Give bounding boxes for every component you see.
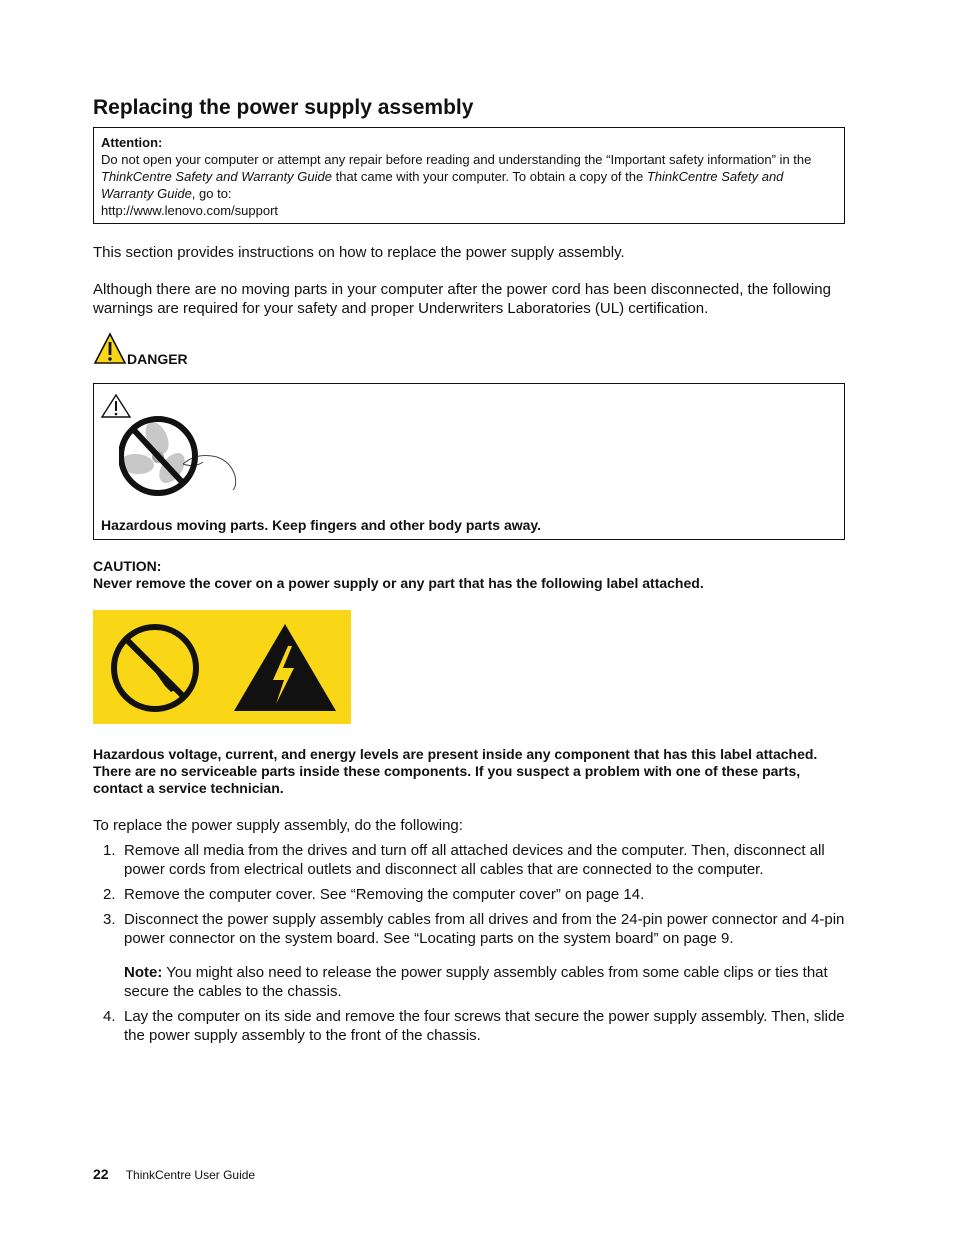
attention-label: Attention:	[101, 135, 163, 150]
page-title: Replacing the power supply assembly	[93, 96, 474, 119]
hazard-label-image	[93, 610, 351, 724]
book-title: ThinkCentre User Guide	[125, 1168, 256, 1182]
support-url[interactable]: http://www.lenovo.com/support	[101, 203, 279, 218]
danger-label: DANGER	[127, 351, 188, 367]
list-item: 1. Remove all media from the drives and turn off all attached devices and the computer. Then, disconnect all power cords from electrical outlets and disconnect all cables that are connected to the computer.	[103, 842, 825, 878]
guide-title-1: ThinkCentre Safety and Warranty Guide	[101, 169, 332, 184]
attention-notice	[93, 127, 845, 224]
note: Note: You might also need to release the power supply assembly cables from some cable clips or ties that secure the cables to the chassis.	[124, 964, 828, 1000]
fan-prohibition-icon	[119, 414, 244, 499]
warning-paragraph: Although there are no moving parts in your computer after the power cord has been disconnected, the following warnings are required for your safety and proper Underwriters Laboratories (UL) certification.	[93, 281, 831, 317]
guide-title-2: ThinkCentre Safety and Warranty Guide	[101, 169, 784, 201]
steps-intro: To replace the power supply assembly, do the following:	[93, 817, 463, 834]
attention-text-1: Do not open your computer or attempt any repair before reading and understanding the “Important safety information” in the	[101, 152, 812, 167]
page-number: 22	[93, 1166, 109, 1182]
attention-text-2: that came with your computer. To obtain a copy of the	[332, 169, 647, 184]
danger-heading	[93, 332, 188, 367]
warning-triangle-icon	[93, 332, 127, 366]
list-item: 2. Remove the computer cover. See “Removing the computer cover” on page 14.	[103, 886, 645, 903]
steps-list	[93, 841, 845, 1051]
caution-text: Never remove the cover on a power supply or any part that has the following label attached.	[93, 575, 704, 591]
attention-text-3: , go to:	[191, 186, 232, 201]
danger-box	[93, 383, 845, 540]
list-item: 3. Disconnect the power supply assembly cables from all drives and from the 24-pin power connector and 4-pin power connector on the system board. See “Locating parts on the system board” on page 9. Note: You might also need to release the power supply assembly cables from some cable clips or ties that secure the cables to the chassis.	[103, 911, 845, 1000]
caution-label: CAUTION:	[93, 558, 162, 574]
caution-block	[93, 558, 704, 592]
page-footer	[93, 1166, 255, 1182]
intro-paragraph: This section provides instructions on how to replace the power supply assembly.	[93, 244, 625, 261]
hazard-statement: Hazardous voltage, current, and energy levels are present inside any component that has this label attached. There are no serviceable parts inside these components. If you suspect a problem with one of these parts, contact a service technician.	[93, 746, 818, 796]
list-item: 4. Lay the computer on its side and remove the four screws that secure the power supply assembly. Then, slide the power supply assembly to the front of the chassis.	[103, 1008, 845, 1044]
danger-box-caption: Hazardous moving parts. Keep fingers and other body parts away.	[101, 517, 542, 533]
